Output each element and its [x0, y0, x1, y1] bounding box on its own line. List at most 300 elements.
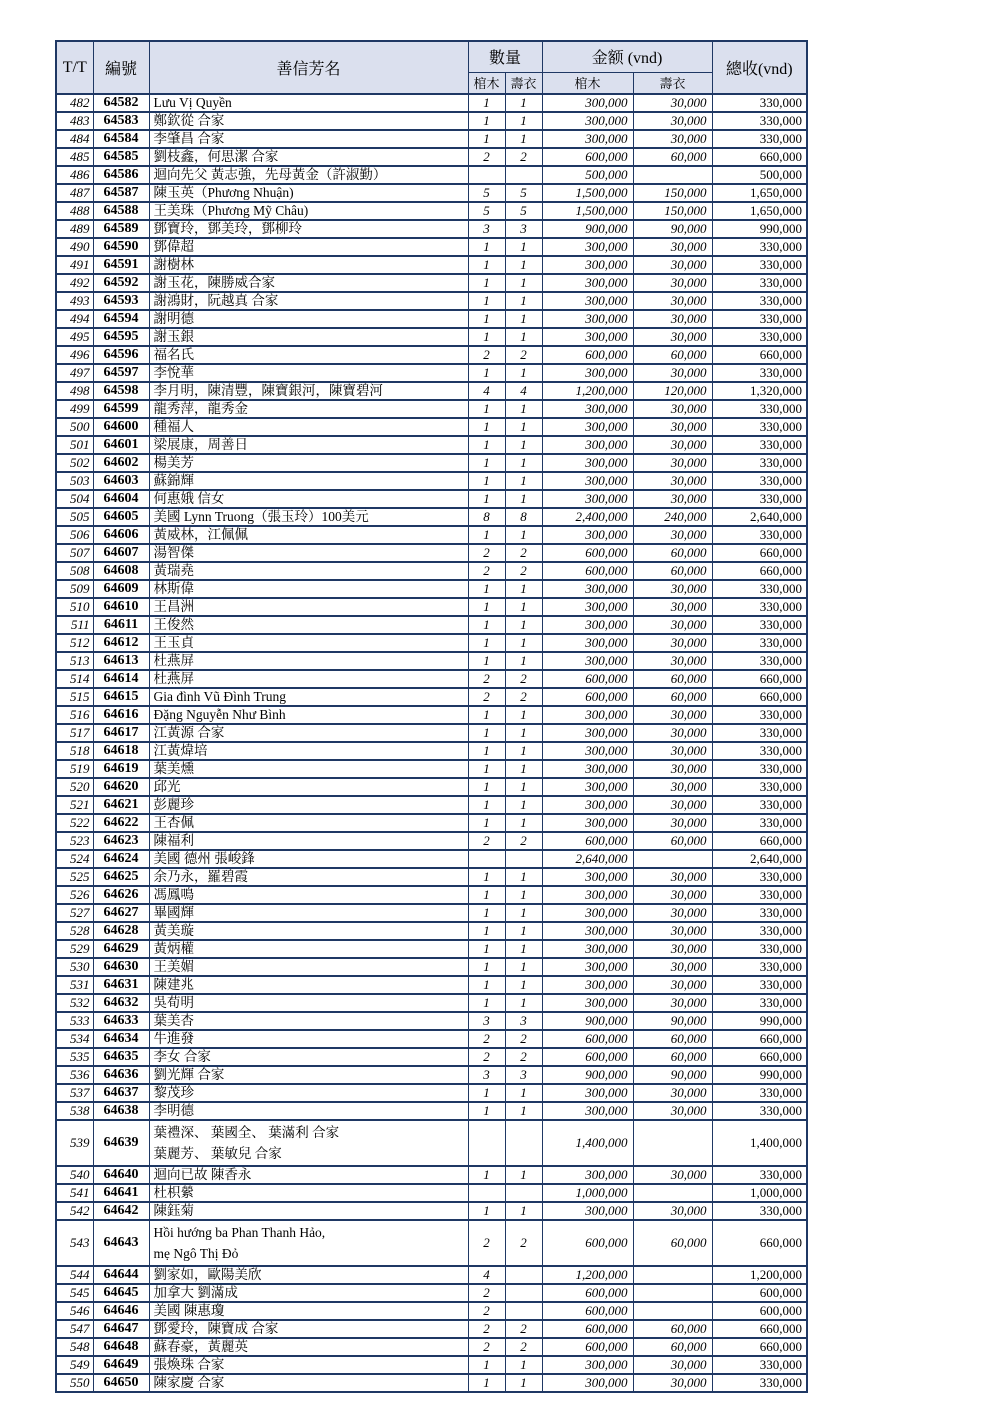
table-row: [56, 526, 807, 544]
name-cell: 謝明德: [149, 310, 468, 328]
tot-cell: 330,000: [712, 580, 807, 598]
id-cell: 64590: [93, 238, 149, 256]
name-cell: 陳鈺菊: [149, 1202, 468, 1220]
id-cell: 64623: [93, 832, 149, 850]
name-cell: 迴向先父 黃志強，先母黃金（許淑勤）: [149, 166, 468, 184]
qc-cell: 1: [468, 526, 505, 544]
as-cell: 30,000: [633, 724, 712, 742]
tt-cell: 532: [56, 994, 93, 1012]
qs-cell: 1: [505, 130, 542, 148]
table-row: [56, 1102, 807, 1120]
tot-cell: 660,000: [712, 832, 807, 850]
as-cell: [633, 850, 712, 868]
tt-cell: 529: [56, 940, 93, 958]
qc-cell: 1: [468, 1374, 505, 1392]
tt-cell: 520: [56, 778, 93, 796]
as-cell: 30,000: [633, 274, 712, 292]
table-row: [56, 400, 807, 418]
tot-cell: 660,000: [712, 346, 807, 364]
ac-cell: 300,000: [542, 922, 633, 940]
tot-cell: 1,400,000: [712, 1120, 807, 1166]
tt-cell: 505: [56, 508, 93, 526]
qc-cell: 3: [468, 1066, 505, 1084]
as-cell: 30,000: [633, 706, 712, 724]
ac-cell: 300,000: [542, 796, 633, 814]
as-cell: 30,000: [633, 940, 712, 958]
qc-cell: 1: [468, 922, 505, 940]
name-cell: 黃美璇: [149, 922, 468, 940]
tt-cell: 508: [56, 562, 93, 580]
id-cell: 64584: [93, 130, 149, 148]
name-cell: Lưu Vị Quyền: [149, 94, 468, 112]
name-cell: 李月明，陳清豐，陳寶銀河，陳寶碧河: [149, 382, 468, 400]
id-cell: 64604: [93, 490, 149, 508]
tt-cell: 500: [56, 418, 93, 436]
table-row: [56, 1084, 807, 1102]
qs-cell: 1: [505, 868, 542, 886]
id-cell: 64613: [93, 652, 149, 670]
qc-cell: [468, 166, 505, 184]
ac-cell: 300,000: [542, 634, 633, 652]
table-row: [56, 760, 807, 778]
tot-cell: 1,320,000: [712, 382, 807, 400]
name-cell: 陳福利: [149, 832, 468, 850]
name-cell: 張煥珠 合家: [149, 1356, 468, 1374]
name-cell: 陳家慶 合家: [149, 1374, 468, 1392]
qc-cell: 1: [468, 958, 505, 976]
qs-cell: 1: [505, 616, 542, 634]
ac-cell: 300,000: [542, 1166, 633, 1184]
tt-cell: 512: [56, 634, 93, 652]
as-cell: 30,000: [633, 652, 712, 670]
qc-cell: 1: [468, 436, 505, 454]
qs-cell: 1: [505, 598, 542, 616]
tot-cell: 330,000: [712, 454, 807, 472]
tt-cell: 499: [56, 400, 93, 418]
name-cell: 黃炳權: [149, 940, 468, 958]
tot-cell: 330,000: [712, 976, 807, 994]
tt-cell: 538: [56, 1102, 93, 1120]
name-cell: 杜枳縈: [149, 1184, 468, 1202]
qc-cell: 4: [468, 382, 505, 400]
as-cell: 30,000: [633, 742, 712, 760]
table-row: [56, 472, 807, 490]
table-row: [56, 778, 807, 796]
table-row: [56, 1048, 807, 1066]
ac-cell: 300,000: [542, 724, 633, 742]
ac-cell: 300,000: [542, 886, 633, 904]
id-cell: 64631: [93, 976, 149, 994]
name-cell: 葉美燻: [149, 760, 468, 778]
tot-cell: 660,000: [712, 670, 807, 688]
ac-cell: 300,000: [542, 436, 633, 454]
tot-cell: 330,000: [712, 1202, 807, 1220]
qs-cell: 1: [505, 994, 542, 1012]
as-cell: 60,000: [633, 1338, 712, 1356]
tt-cell: 489: [56, 220, 93, 238]
qs-cell: 1: [505, 526, 542, 544]
table-row: [56, 1166, 807, 1184]
table-row: [56, 148, 807, 166]
ac-cell: 300,000: [542, 976, 633, 994]
table-row: [56, 166, 807, 184]
tot-cell: 660,000: [712, 1320, 807, 1338]
id-cell: 64600: [93, 418, 149, 436]
as-cell: 30,000: [633, 130, 712, 148]
tt-cell: 495: [56, 328, 93, 346]
tot-cell: 330,000: [712, 724, 807, 742]
tt-cell: 511: [56, 616, 93, 634]
as-cell: 60,000: [633, 1030, 712, 1048]
table-row: [56, 832, 807, 850]
tt-cell: 491: [56, 256, 93, 274]
as-cell: 30,000: [633, 1102, 712, 1120]
qs-cell: [505, 1284, 542, 1302]
ac-cell: 300,000: [542, 526, 633, 544]
ac-cell: 300,000: [542, 418, 633, 436]
tot-cell: 330,000: [712, 886, 807, 904]
ac-cell: 300,000: [542, 292, 633, 310]
as-cell: 30,000: [633, 1202, 712, 1220]
tt-cell: 502: [56, 454, 93, 472]
id-cell: 64650: [93, 1374, 149, 1392]
name-cell: 邱光: [149, 778, 468, 796]
tt-cell: 485: [56, 148, 93, 166]
id-cell: 64592: [93, 274, 149, 292]
qc-cell: 1: [468, 490, 505, 508]
qs-cell: 4: [505, 382, 542, 400]
table-row: [56, 1320, 807, 1338]
table-row: [56, 220, 807, 238]
tt-cell: 487: [56, 184, 93, 202]
id-cell: 64642: [93, 1202, 149, 1220]
tot-cell: 330,000: [712, 652, 807, 670]
id-cell: 64595: [93, 328, 149, 346]
name-cell: 迴向已故 陳香永: [149, 1166, 468, 1184]
table-row: [56, 562, 807, 580]
qs-cell: 1: [505, 922, 542, 940]
as-cell: 240,000: [633, 508, 712, 526]
qc-cell: 1: [468, 94, 505, 112]
tt-cell: 496: [56, 346, 93, 364]
ac-cell: 300,000: [542, 616, 633, 634]
name-cell: 美國 Lynn Truong（張玉玲）100美元: [149, 508, 468, 526]
tot-cell: 330,000: [712, 616, 807, 634]
qs-cell: 1: [505, 436, 542, 454]
ac-cell: 300,000: [542, 598, 633, 616]
qc-cell: 4: [468, 1266, 505, 1284]
table-row: [56, 454, 807, 472]
ac-cell: 600,000: [542, 688, 633, 706]
name-cell: 劉家如，歐陽美欣: [149, 1266, 468, 1284]
ac-cell: 300,000: [542, 1084, 633, 1102]
id-cell: 64591: [93, 256, 149, 274]
as-cell: 60,000: [633, 670, 712, 688]
tt-cell: 519: [56, 760, 93, 778]
qc-cell: 1: [468, 256, 505, 274]
name-cell: 葉美杏: [149, 1012, 468, 1030]
table-row: [56, 1120, 807, 1166]
ac-cell: 300,000: [542, 94, 633, 112]
table-row: [56, 1374, 807, 1392]
table-row: [56, 616, 807, 634]
donation-table: [55, 40, 808, 1393]
qs-cell: 1: [505, 238, 542, 256]
name-cell: 謝鴻財，阮越真 合家: [149, 292, 468, 310]
table-row: [56, 418, 807, 436]
tt-cell: 527: [56, 904, 93, 922]
tot-cell: 330,000: [712, 1374, 807, 1392]
qc-cell: 2: [468, 670, 505, 688]
qc-cell: 1: [468, 292, 505, 310]
tot-cell: 330,000: [712, 94, 807, 112]
id-cell: 64625: [93, 868, 149, 886]
table-row: [56, 346, 807, 364]
qs-cell: 2: [505, 1030, 542, 1048]
qc-cell: 2: [468, 1030, 505, 1048]
as-cell: 30,000: [633, 472, 712, 490]
qs-cell: 1: [505, 814, 542, 832]
qc-cell: 1: [468, 1084, 505, 1102]
tot-cell: 990,000: [712, 1012, 807, 1030]
ac-cell: 1,500,000: [542, 184, 633, 202]
tot-cell: 330,000: [712, 598, 807, 616]
header-quantity: 數量: [468, 41, 542, 72]
ac-cell: 600,000: [542, 670, 633, 688]
qs-cell: 1: [505, 256, 542, 274]
qs-cell: 2: [505, 1048, 542, 1066]
table-row: [56, 436, 807, 454]
as-cell: 30,000: [633, 112, 712, 130]
qc-cell: 1: [468, 940, 505, 958]
tt-cell: 540: [56, 1166, 93, 1184]
qs-cell: 1: [505, 1202, 542, 1220]
id-cell: 64638: [93, 1102, 149, 1120]
table-row: [56, 364, 807, 382]
ac-cell: 600,000: [542, 1338, 633, 1356]
name-cell: 王玉貞: [149, 634, 468, 652]
ac-cell: 600,000: [542, 1048, 633, 1066]
tt-cell: 536: [56, 1066, 93, 1084]
table-row: [56, 1184, 807, 1202]
subheader-amt-coffin: 棺木: [542, 72, 633, 94]
name-cell: 謝樹林: [149, 256, 468, 274]
as-cell: 30,000: [633, 886, 712, 904]
id-cell: 64583: [93, 112, 149, 130]
tot-cell: 330,000: [712, 310, 807, 328]
table-row: [56, 1266, 807, 1284]
qc-cell: 1: [468, 1356, 505, 1374]
id-cell: 64637: [93, 1084, 149, 1102]
tot-cell: 660,000: [712, 562, 807, 580]
table-row: [56, 814, 807, 832]
table-row: [56, 238, 807, 256]
table-row: [56, 1356, 807, 1374]
name-cell: 王杏佩: [149, 814, 468, 832]
tt-cell: 492: [56, 274, 93, 292]
qs-cell: 2: [505, 562, 542, 580]
table-row: [56, 940, 807, 958]
qc-cell: 1: [468, 742, 505, 760]
qs-cell: 1: [505, 1084, 542, 1102]
tot-cell: 330,000: [712, 436, 807, 454]
qs-cell: 1: [505, 904, 542, 922]
qs-cell: 2: [505, 832, 542, 850]
tt-cell: 528: [56, 922, 93, 940]
as-cell: 120,000: [633, 382, 712, 400]
ac-cell: 1,400,000: [542, 1120, 633, 1166]
id-cell: 64616: [93, 706, 149, 724]
ledger-sheet: [55, 40, 808, 1393]
table-row: [56, 1338, 807, 1356]
id-cell: 64586: [93, 166, 149, 184]
qc-cell: 2: [468, 1320, 505, 1338]
ac-cell: 900,000: [542, 1066, 633, 1084]
as-cell: 30,000: [633, 922, 712, 940]
table-row: [56, 652, 807, 670]
qc-cell: 1: [468, 976, 505, 994]
as-cell: 30,000: [633, 418, 712, 436]
tot-cell: 330,000: [712, 364, 807, 382]
id-cell: 64618: [93, 742, 149, 760]
qs-cell: 1: [505, 274, 542, 292]
name-cell: 龍秀萍，龍秀金: [149, 400, 468, 418]
tot-cell: 330,000: [712, 922, 807, 940]
tt-cell: 494: [56, 310, 93, 328]
tot-cell: 1,000,000: [712, 1184, 807, 1202]
as-cell: 30,000: [633, 526, 712, 544]
tot-cell: 330,000: [712, 112, 807, 130]
tt-cell: 523: [56, 832, 93, 850]
name-cell: 蘇春豪，黃麗英: [149, 1338, 468, 1356]
tot-cell: 330,000: [712, 994, 807, 1012]
tot-cell: 330,000: [712, 274, 807, 292]
ac-cell: 300,000: [542, 472, 633, 490]
tot-cell: 660,000: [712, 148, 807, 166]
tt-cell: 490: [56, 238, 93, 256]
ac-cell: 300,000: [542, 814, 633, 832]
header-name: 善信芳名: [149, 41, 468, 94]
tt-cell: 547: [56, 1320, 93, 1338]
ac-cell: 300,000: [542, 256, 633, 274]
id-cell: 64588: [93, 202, 149, 220]
qc-cell: 1: [468, 418, 505, 436]
qc-cell: 1: [468, 1102, 505, 1120]
tt-cell: 517: [56, 724, 93, 742]
qc-cell: [468, 850, 505, 868]
tt-cell: 513: [56, 652, 93, 670]
name-cell: 湯智傑: [149, 544, 468, 562]
tot-cell: 1,200,000: [712, 1266, 807, 1284]
id-cell: 64585: [93, 148, 149, 166]
tot-cell: 330,000: [712, 526, 807, 544]
ac-cell: 300,000: [542, 490, 633, 508]
id-cell: 64612: [93, 634, 149, 652]
tot-cell: 330,000: [712, 742, 807, 760]
subheader-qty-shroud: 壽衣: [505, 72, 542, 94]
id-cell: 64648: [93, 1338, 149, 1356]
tt-cell: 535: [56, 1048, 93, 1066]
as-cell: 90,000: [633, 220, 712, 238]
id-cell: 64643: [93, 1220, 149, 1266]
ac-cell: 300,000: [542, 958, 633, 976]
ac-cell: 300,000: [542, 274, 633, 292]
ac-cell: 300,000: [542, 904, 633, 922]
table-row: [56, 1202, 807, 1220]
id-cell: 64602: [93, 454, 149, 472]
qs-cell: 1: [505, 652, 542, 670]
name-cell: 鄧寶玲，鄧美玲，鄧柳玲: [149, 220, 468, 238]
qc-cell: 1: [468, 652, 505, 670]
tt-cell: 525: [56, 868, 93, 886]
ac-cell: 300,000: [542, 328, 633, 346]
qs-cell: 1: [505, 400, 542, 418]
ac-cell: 300,000: [542, 706, 633, 724]
tt-cell: 507: [56, 544, 93, 562]
name-cell: 劉枝鑫，何思潔 合家: [149, 148, 468, 166]
table-row: [56, 976, 807, 994]
qc-cell: 1: [468, 904, 505, 922]
id-cell: 64647: [93, 1320, 149, 1338]
id-cell: 64593: [93, 292, 149, 310]
table-row: [56, 886, 807, 904]
id-cell: 64640: [93, 1166, 149, 1184]
tot-cell: 330,000: [712, 634, 807, 652]
qc-cell: 2: [468, 1048, 505, 1066]
ac-cell: 300,000: [542, 580, 633, 598]
tt-cell: 493: [56, 292, 93, 310]
qs-cell: 1: [505, 1356, 542, 1374]
tot-cell: 600,000: [712, 1302, 807, 1320]
qs-cell: 1: [505, 490, 542, 508]
tt-cell: 504: [56, 490, 93, 508]
name-cell: 王昌洲: [149, 598, 468, 616]
id-cell: 64630: [93, 958, 149, 976]
tot-cell: 1,650,000: [712, 202, 807, 220]
qc-cell: 1: [468, 472, 505, 490]
qc-cell: [468, 1184, 505, 1202]
ac-cell: 300,000: [542, 1356, 633, 1374]
name-cell: 彭麗珍: [149, 796, 468, 814]
name-cell: 鄭欽從 合家: [149, 112, 468, 130]
qs-cell: 1: [505, 292, 542, 310]
as-cell: 30,000: [633, 904, 712, 922]
qc-cell: 1: [468, 328, 505, 346]
as-cell: 30,000: [633, 976, 712, 994]
tot-cell: 330,000: [712, 814, 807, 832]
qc-cell: 1: [468, 454, 505, 472]
tt-cell: 543: [56, 1220, 93, 1266]
tot-cell: 330,000: [712, 1102, 807, 1120]
subheader-amt-shroud: 壽衣: [633, 72, 712, 94]
tot-cell: 330,000: [712, 1356, 807, 1374]
name-cell: 牛進發: [149, 1030, 468, 1048]
as-cell: 30,000: [633, 328, 712, 346]
table-row: [56, 598, 807, 616]
ac-cell: 300,000: [542, 868, 633, 886]
id-cell: 64615: [93, 688, 149, 706]
table-row: [56, 868, 807, 886]
ac-cell: 2,640,000: [542, 850, 633, 868]
name-cell: 江黃煒培: [149, 742, 468, 760]
id-cell: 64622: [93, 814, 149, 832]
as-cell: 30,000: [633, 868, 712, 886]
qs-cell: 5: [505, 202, 542, 220]
qs-cell: 1: [505, 742, 542, 760]
name-cell: 楊美芳: [149, 454, 468, 472]
table-row: [56, 1066, 807, 1084]
tot-cell: 660,000: [712, 1338, 807, 1356]
